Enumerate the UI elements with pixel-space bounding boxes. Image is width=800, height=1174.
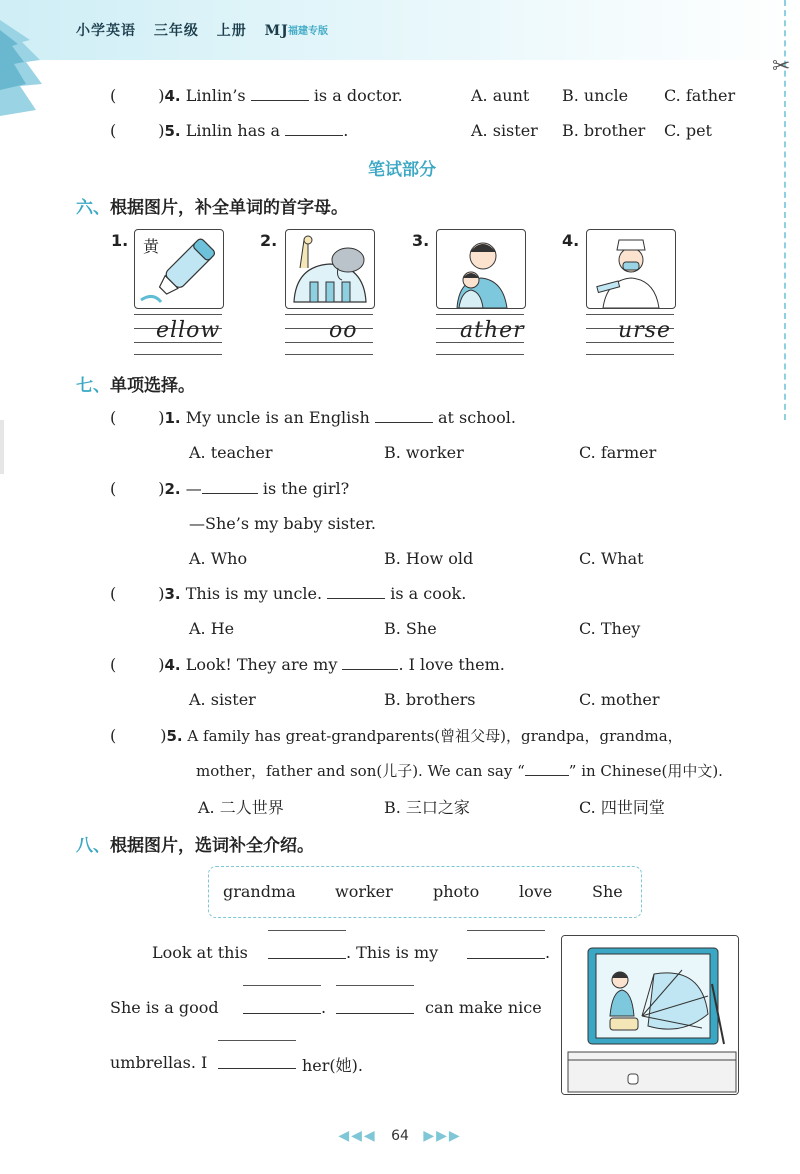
question-text-line-2 (196, 760, 723, 781)
word-bank-item: grandma (223, 882, 296, 901)
section-title: 单项选择。 (110, 376, 195, 396)
question-text: mother，father and son(儿子). We can say “ (196, 762, 525, 780)
answer-line-top (467, 930, 545, 931)
passage-text: . (545, 943, 551, 962)
word-bank-item: She (592, 882, 623, 901)
handwritten-letters: urse (618, 318, 671, 343)
picture-zoo (285, 229, 375, 309)
question-number: 4. (164, 656, 181, 674)
question-number: 4. (164, 87, 181, 105)
framed-photo-umbrella-icon (562, 936, 738, 1094)
page-number-bar (0, 1128, 800, 1144)
option-a: A. Who (189, 549, 248, 568)
answer-paren-open: ( (110, 86, 117, 105)
option-b: B. She (384, 619, 437, 638)
option-a: A. aunt (471, 86, 530, 105)
word-bank-item: worker (335, 882, 393, 901)
answer-line-top (268, 930, 346, 931)
question-text: at school. (438, 408, 516, 427)
option-c: C. farmer (579, 443, 657, 462)
header-edition: 福建专版 (288, 26, 328, 37)
fill-blank[interactable] (327, 584, 385, 599)
four-line-grid[interactable] (586, 314, 674, 358)
question-number: 5. (166, 727, 183, 745)
option-a: A. teacher (189, 443, 273, 462)
char-label: 黄 (143, 237, 160, 256)
option-c: C. father (664, 86, 736, 105)
option-a: A. He (189, 619, 235, 638)
picture-number: 3. (412, 231, 430, 250)
answer-paren-open: ( (110, 121, 117, 140)
question-number: 1. (164, 409, 181, 427)
listening-question-5 (110, 121, 348, 140)
question-text: is a cook. (390, 584, 467, 603)
picture-father (436, 229, 526, 309)
prev-arrows-icon: ◀◀◀ (338, 1128, 377, 1144)
question-number: 5. (164, 122, 181, 140)
section-title: 根据图片，选词补全介绍。 (110, 836, 314, 856)
answer-blank[interactable] (268, 958, 346, 959)
choice-question-2: ( )2. — is the girl? (110, 479, 350, 498)
option-b: B. 三口之家 (384, 798, 470, 817)
picture-nurse (586, 229, 676, 309)
four-line-grid[interactable] (134, 314, 222, 358)
header-subject: 小学英语 (76, 23, 136, 39)
question-text: Linlin has a (185, 121, 281, 140)
question-text: ” in Chinese(用中文). (568, 762, 723, 780)
listening-question-4 (110, 86, 403, 105)
answer-blank[interactable] (467, 958, 545, 959)
option-b: B. uncle (562, 86, 629, 105)
picture-number: 1. (111, 231, 129, 250)
pagoda-decoration-icon (0, 0, 60, 120)
fill-blank[interactable] (342, 655, 398, 670)
fill-blank[interactable] (251, 86, 309, 101)
answer-blank[interactable] (218, 1068, 296, 1069)
handwritten-letters: ellow (156, 318, 221, 343)
option-c: C. They (579, 619, 641, 638)
father-and-son-icon (437, 230, 525, 308)
question-text: is a doctor. (313, 86, 403, 105)
picture-number: 4. (562, 231, 580, 250)
header-volume: 上册 (216, 23, 247, 39)
dialog-dash: — (185, 479, 202, 498)
option-c: C. 四世同堂 (579, 798, 665, 817)
question-text: This is my uncle. (185, 584, 323, 603)
section-7-heading (76, 371, 195, 396)
fill-blank[interactable] (375, 408, 433, 423)
question-text: . I love them. (398, 655, 505, 674)
nurse-icon (587, 230, 675, 308)
dialog-reply: —She’s my baby sister. (189, 514, 376, 533)
question-text: A family has great-grandparents(曾祖父母)，grandpa，grandma， (187, 727, 683, 745)
handwritten-letters: oo (329, 318, 358, 343)
header-grade: 三年级 (153, 23, 199, 39)
word-bank-item: photo (433, 882, 480, 901)
passage-text: her(她). (302, 1056, 363, 1075)
option-b: B. brothers (384, 690, 476, 709)
question-number: 2. (164, 480, 181, 498)
section-number: 六、 (76, 198, 110, 218)
header-title (76, 20, 301, 40)
question-text: . (343, 121, 349, 140)
option-a: A. 二人世界 (198, 798, 284, 817)
highlighter-pen-icon (135, 230, 223, 308)
option-b: B. How old (384, 549, 474, 568)
passage-text: umbrellas. I (110, 1053, 208, 1072)
scissors-icon: ✂ (772, 54, 791, 79)
passage-text: She is a good (110, 998, 219, 1017)
picture-number: 2. (260, 231, 278, 250)
option-a: A. sister (471, 121, 538, 140)
zoo-icon (286, 230, 374, 308)
header-code: MJ (264, 23, 289, 39)
passage-text: can make nice (425, 998, 542, 1017)
choice-question-1: ( )1. My uncle is an English at school. (110, 408, 516, 427)
section-6-heading (76, 193, 348, 218)
question-text: Look! They are my (185, 655, 338, 674)
handwritten-letters: ather (460, 318, 525, 343)
answer-blank[interactable] (336, 1013, 414, 1014)
choice-question-4: ( )4. Look! They are my . I love them. (110, 655, 505, 674)
choice-question-3: ( )3. This is my uncle. is a cook. (110, 584, 467, 603)
question-number: 3. (164, 585, 181, 603)
written-part-title: 笔试部分 (368, 160, 436, 180)
four-line-grid[interactable] (285, 314, 373, 358)
section-number: 七、 (76, 376, 110, 396)
word-bank-item: love (519, 882, 553, 901)
answer-paren-close: ) (158, 121, 165, 140)
option-b: B. worker (384, 443, 464, 462)
fill-blank[interactable] (202, 479, 258, 494)
answer-paren-close: ) (158, 86, 165, 105)
option-c: C. mother (579, 690, 660, 709)
section-title: 根据图片，补全单词的首字母。 (110, 198, 348, 218)
option-c: C. What (579, 549, 644, 568)
question-text: Linlin’s (185, 86, 246, 105)
choice-question-5: ( )5. A family has great-grandparents(曾祖父母)，grandpa，grandma， (110, 726, 683, 745)
answer-blank[interactable] (243, 1013, 321, 1014)
word-bank (208, 866, 642, 918)
question-text: My uncle is an English (185, 408, 370, 427)
passage-text: . This is my (346, 943, 439, 962)
option-a: A. sister (189, 690, 256, 709)
page-number: 64 (391, 1128, 409, 1144)
option-c: C. pet (664, 121, 712, 140)
passage-text: Look at this (152, 943, 248, 962)
photo-picture (561, 935, 739, 1095)
section-8-heading (76, 831, 314, 856)
answer-line-top (336, 985, 414, 986)
answer-line-top (218, 1040, 296, 1041)
passage-text: . (321, 998, 327, 1017)
section-number: 八、 (76, 836, 110, 856)
next-arrows-icon: ▶▶▶ (423, 1128, 462, 1144)
question-text: is the girl? (262, 479, 350, 498)
side-mark (0, 420, 4, 474)
picture-highlighter (134, 229, 224, 309)
fill-blank[interactable] (525, 761, 569, 776)
option-b: B. brother (562, 121, 646, 140)
answer-line-top (243, 985, 321, 986)
four-line-grid[interactable] (436, 314, 524, 358)
fill-blank[interactable] (285, 121, 343, 136)
